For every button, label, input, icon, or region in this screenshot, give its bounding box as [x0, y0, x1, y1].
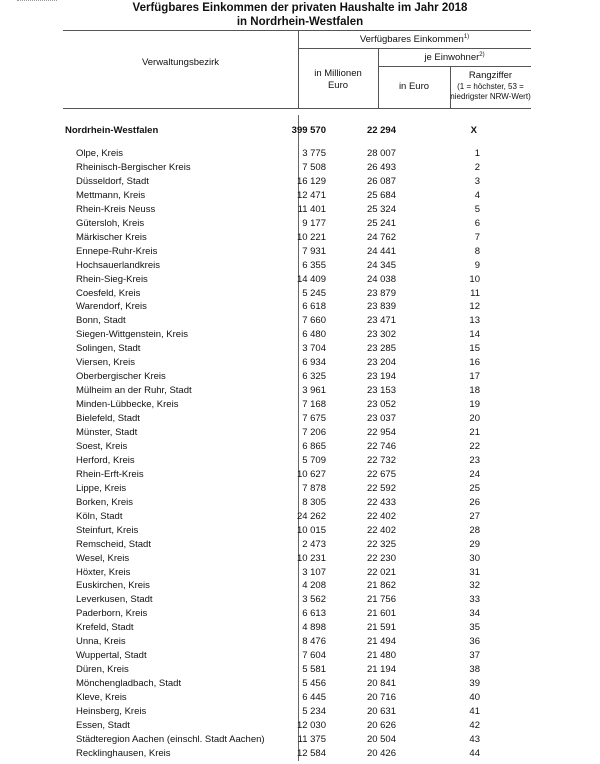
row-rank: 44: [469, 747, 480, 759]
row-euro: 23 839: [366, 301, 396, 313]
table-row: [0, 649, 600, 663]
row-million-euro: 6 355: [302, 259, 326, 271]
row-name: Borken, Kreis: [76, 496, 134, 508]
row-rank: 25: [469, 482, 480, 494]
row-euro: 28 007: [366, 148, 396, 159]
table-row: [0, 384, 600, 398]
table-row: [0, 468, 600, 482]
row-rank: 16: [469, 357, 480, 369]
row-name: Minden-Lübbecke, Kreis: [76, 399, 179, 411]
row-million-euro: 12 471: [296, 189, 326, 201]
table-row: [0, 189, 600, 203]
row-euro: 23 285: [366, 343, 396, 355]
row-euro: 22 402: [366, 524, 396, 536]
row-name: Euskirchen, Kreis: [76, 580, 150, 592]
row-name: Münster, Stadt: [76, 427, 138, 438]
table-row: [0, 607, 600, 621]
row-euro: 22 732: [366, 454, 396, 466]
row-million-euro: 6 445: [302, 692, 326, 704]
row-name: Soest, Kreis: [76, 440, 128, 452]
row-name: Rhein-Kreis Neuss: [76, 203, 156, 215]
row-million-euro: 12 584: [296, 747, 326, 759]
table-row: [0, 245, 600, 259]
row-rank: 2: [474, 161, 480, 173]
row-name: Warendorf, Kreis: [76, 301, 147, 313]
row-million-euro: 14 409: [296, 273, 326, 285]
table-row: [0, 454, 600, 468]
table-row: [0, 677, 600, 691]
row-euro: 24 441: [366, 245, 396, 257]
row-name: Recklinghausen, Kreis: [76, 747, 171, 759]
row-rank: 10: [469, 273, 480, 285]
row-rank: 20: [469, 413, 480, 425]
row-million-euro: 7 604: [302, 650, 326, 662]
row-name: Düsseldorf, Stadt: [76, 175, 149, 187]
row-euro: 25 241: [366, 217, 396, 229]
table-row: [0, 440, 600, 454]
row-million-euro: 11 375: [297, 733, 326, 745]
table-row: [0, 342, 600, 356]
row-name: Mönchengladbach, Stadt: [76, 678, 182, 690]
row-rank: 17: [469, 371, 480, 383]
table-row: [0, 328, 600, 342]
row-million-euro: 3 107: [302, 566, 326, 578]
row-million-euro: 10 627: [296, 468, 326, 480]
row-euro: 21 756: [366, 594, 396, 606]
table-row: [0, 370, 600, 384]
table-row: [0, 217, 600, 231]
row-rank: 35: [469, 622, 480, 634]
table-row: [0, 524, 600, 538]
row-million-euro: 8 305: [302, 496, 326, 508]
row-name: Wuppertal, Stadt: [76, 650, 147, 662]
row-rank: 7: [474, 231, 480, 243]
table-top-border: [63, 30, 531, 31]
row-name: Bonn, Stadt: [76, 315, 126, 327]
row-name: Viersen, Kreis: [76, 357, 135, 369]
row-euro: 21 862: [366, 580, 396, 592]
row-million-euro: 3 562: [302, 594, 326, 606]
row-euro: 20 504: [366, 733, 396, 745]
table-row: [0, 719, 600, 733]
row-euro: 22 746: [366, 440, 396, 452]
row-rank: 31: [469, 566, 480, 578]
row-euro: 23 471: [366, 315, 396, 327]
row-rank: 15: [469, 343, 480, 355]
row-rank: 18: [469, 385, 480, 397]
row-rank: 39: [469, 678, 480, 690]
row-name: Unna, Kreis: [76, 636, 126, 648]
row-euro: 23 194: [366, 371, 396, 383]
table-row: [0, 747, 600, 761]
row-rank: 38: [469, 664, 480, 676]
row-name: Köln, Stadt: [76, 510, 123, 522]
table-row: [0, 203, 600, 217]
row-million-euro: 6 325: [302, 371, 326, 383]
row-euro: 26 087: [366, 175, 396, 187]
row-rank: 4: [474, 189, 480, 201]
row-euro: 22 325: [366, 538, 396, 550]
row-name: Steinfurt, Kreis: [76, 524, 139, 536]
table-row: [0, 175, 600, 189]
row-rank: 9: [474, 259, 480, 271]
row-million-euro: 6 613: [302, 608, 326, 620]
table-row: [0, 300, 600, 314]
row-rank: 36: [469, 636, 480, 648]
row-euro: 21 494: [366, 636, 396, 648]
row-million-euro: 6 934: [302, 357, 326, 369]
row-euro: 21 591: [366, 622, 396, 634]
row-rank: 12: [469, 301, 480, 313]
header-rank-note-line2: niedrigster NRW-Wert): [450, 92, 531, 101]
row-name: Heinsberg, Kreis: [76, 706, 147, 717]
row-euro: 21 480: [366, 650, 396, 662]
row-name: Hochsauerlandkreis: [76, 259, 160, 271]
row-euro: 20 841: [366, 678, 396, 690]
row-euro: 23 879: [366, 287, 396, 299]
table-row: [0, 231, 600, 245]
row-rank: 28: [469, 524, 480, 536]
row-rank: 41: [469, 706, 480, 717]
row-name: Rhein-Erft-Kreis: [76, 468, 144, 480]
row-name: Gütersloh, Kreis: [76, 217, 145, 229]
row-million-euro: 10 015: [296, 524, 326, 536]
header-bottom-border: [63, 108, 531, 109]
row-rank: 27: [469, 510, 480, 522]
row-rank: 26: [469, 496, 480, 508]
row-rank: 32: [469, 580, 480, 592]
row-million-euro: 7 508: [302, 161, 326, 173]
row-name: Siegen-Wittgenstein, Kreis: [76, 329, 188, 341]
row-rank: 13: [469, 315, 480, 327]
row-name: Olpe, Kreis: [76, 148, 123, 159]
row-euro: 22 294: [366, 125, 396, 136]
row-rank: 1: [474, 148, 480, 159]
row-million-euro: 16 129: [296, 175, 326, 187]
row-name: Rheinisch-Bergischer Kreis: [76, 161, 191, 173]
row-euro: 23 153: [366, 385, 396, 397]
row-rank: 23: [469, 454, 480, 466]
row-million-euro: 5 581: [302, 664, 326, 676]
row-million-euro: 399 570: [291, 125, 326, 136]
row-rank: 22: [469, 440, 480, 452]
table-row: [0, 161, 600, 175]
row-million-euro: 2 473: [302, 538, 326, 550]
row-million-euro: 7 660: [302, 315, 326, 327]
row-million-euro: 4 208: [302, 580, 326, 592]
row-million-euro: 7 168: [302, 399, 326, 411]
row-rank: 5: [474, 203, 480, 215]
row-name: Leverkusen, Stadt: [76, 594, 153, 606]
row-million-euro: 10 221: [296, 231, 326, 243]
row-euro: 21 601: [366, 608, 396, 620]
header-income-group-label: Verfügbares Einkommen: [359, 34, 464, 45]
row-euro: 22 433: [366, 496, 396, 508]
row-name: Essen, Stadt: [76, 719, 130, 731]
row-million-euro: 10 231: [296, 552, 326, 564]
footnote-1: 1): [463, 34, 470, 40]
row-million-euro: 11 401: [297, 203, 326, 215]
row-euro: 24 762: [366, 231, 396, 243]
table-row: [0, 663, 600, 677]
row-million-euro: 5 709: [302, 454, 326, 466]
row-rank: 6: [474, 217, 480, 229]
row-euro: 21 194: [366, 664, 396, 676]
header-rank-note-line1: (1 = höchster, 53 =: [457, 82, 524, 91]
row-name: Herford, Kreis: [76, 454, 135, 466]
row-rank: 42: [469, 719, 480, 731]
row-euro: 23 052: [366, 399, 396, 411]
table-row: [0, 412, 600, 426]
header-divider-per-capita: [378, 66, 531, 67]
table-row: [0, 482, 600, 496]
row-name: Nordrhein-Westfalen: [65, 125, 159, 136]
row-euro: 22 402: [366, 510, 396, 522]
row-rank: 24: [469, 468, 480, 480]
row-rank: 19: [469, 399, 480, 411]
row-million-euro: 3 961: [302, 385, 326, 397]
row-rank: 34: [469, 608, 480, 620]
row-name: Lippe, Kreis: [76, 482, 127, 494]
header-euro-label: in Euro: [398, 81, 430, 92]
table-row: [0, 691, 600, 705]
table-row: [0, 273, 600, 287]
row-million-euro: 3 704: [302, 343, 326, 355]
table-row: [0, 496, 600, 510]
row-name: Höxter, Kreis: [76, 566, 131, 578]
table-row: [0, 510, 600, 524]
row-name: Düren, Kreis: [76, 664, 129, 676]
table-row: [0, 398, 600, 412]
row-name: Ennepe-Ruhr-Kreis: [76, 245, 158, 257]
row-name: Kleve, Kreis: [76, 692, 127, 704]
header-district-label: Verwaltungsbezirk: [141, 57, 220, 68]
table-row: [0, 356, 600, 370]
header-euro: [378, 81, 450, 93]
row-euro: 23 204: [366, 357, 396, 369]
table-row: [0, 426, 600, 440]
row-million-euro: 6 618: [302, 301, 326, 313]
row-name: Rhein-Sieg-Kreis: [76, 273, 148, 285]
row-rank: 3: [474, 175, 480, 187]
row-rank: 40: [469, 692, 480, 704]
row-name: Mettmann, Kreis: [76, 189, 146, 201]
row-name: Märkischer Kreis: [76, 231, 147, 243]
header-income-group: [298, 34, 531, 46]
row-rank: 11: [470, 287, 480, 299]
header-million-euro: [298, 68, 378, 92]
header-rank: [450, 70, 531, 102]
row-name: Bielefeld, Stadt: [76, 413, 140, 425]
row-million-euro: 7 206: [302, 427, 326, 438]
table-row: [0, 147, 600, 161]
row-rank: 33: [469, 594, 480, 606]
header-district: [63, 57, 298, 69]
row-million-euro: 24 262: [296, 510, 326, 522]
row-million-euro: 7 931: [302, 245, 326, 257]
row-million-euro: 7 675: [302, 413, 326, 425]
row-euro: 23 037: [366, 413, 396, 425]
row-rank: 30: [469, 552, 480, 564]
table-row: [0, 287, 600, 301]
row-euro: 20 626: [366, 719, 396, 731]
row-million-euro: 9 177: [302, 217, 326, 229]
table-row: [0, 259, 600, 273]
row-euro: 24 345: [366, 259, 396, 271]
row-million-euro: 6 480: [302, 329, 326, 341]
row-euro: 22 675: [366, 468, 396, 480]
row-name: Mülheim an der Ruhr, Stadt: [76, 385, 192, 397]
table-row-total: [0, 124, 600, 138]
row-name: Wesel, Kreis: [76, 552, 130, 564]
row-name: Städteregion Aachen (einschl. Stadt Aachen): [76, 733, 265, 745]
row-euro: 20 426: [366, 747, 396, 759]
row-euro: 25 684: [366, 189, 396, 201]
header-million-euro-line1: in Millionen: [314, 68, 362, 79]
row-million-euro: 12 030: [296, 719, 326, 731]
table-row: [0, 621, 600, 635]
row-name: Solingen, Stadt: [76, 343, 141, 355]
row-euro: 22 954: [366, 427, 396, 438]
row-euro: 22 592: [366, 482, 396, 494]
row-euro: 24 038: [366, 273, 396, 285]
header-divider-income: [298, 48, 531, 49]
row-euro: 23 302: [366, 329, 396, 341]
row-rank: X: [470, 125, 477, 136]
row-million-euro: 5 456: [302, 678, 326, 690]
table-row: [0, 538, 600, 552]
row-million-euro: 5 234: [302, 706, 326, 717]
row-rank: 8: [474, 245, 480, 257]
row-million-euro: 5 245: [302, 287, 326, 299]
header-per-capita-label: je Einwohner: [424, 52, 480, 63]
header-rank-label: Rangziffer: [468, 70, 513, 81]
document-title: Verfügbares Einkommen der privaten Haushalte im Jahr 2018: [132, 2, 468, 14]
header-million-euro-line2: Euro: [327, 80, 349, 91]
row-rank: 29: [469, 538, 480, 550]
row-euro: 25 324: [366, 203, 396, 215]
row-million-euro: 4 898: [302, 622, 326, 634]
table-row: [0, 314, 600, 328]
table-row: [0, 593, 600, 607]
row-rank: 21: [469, 427, 480, 438]
row-million-euro: 8 476: [302, 636, 326, 648]
row-million-euro: 3 775: [302, 148, 326, 159]
row-rank: 37: [469, 650, 480, 662]
footnote-2: 2): [479, 52, 485, 58]
row-euro: 22 230: [366, 552, 396, 564]
table-row: [0, 635, 600, 649]
table-row: [0, 579, 600, 593]
row-million-euro: 6 865: [302, 440, 326, 452]
row-rank: 43: [469, 733, 480, 745]
table-row: [0, 733, 600, 747]
table-row: [0, 552, 600, 566]
header-per-capita-group: [378, 52, 531, 64]
row-name: Coesfeld, Kreis: [76, 287, 141, 299]
row-euro: 26 493: [366, 161, 396, 173]
table-row: [0, 705, 600, 719]
row-euro: 22 021: [366, 566, 396, 578]
row-million-euro: 7 878: [302, 482, 326, 494]
row-euro: 20 631: [366, 706, 396, 717]
row-name: Krefeld, Stadt: [76, 622, 134, 634]
table-row: [0, 566, 600, 580]
row-name: Paderborn, Kreis: [76, 608, 148, 620]
row-name: Remscheid, Stadt: [76, 538, 151, 550]
row-name: Oberbergischer Kreis: [76, 371, 166, 383]
row-euro: 20 716: [366, 692, 396, 704]
document-subtitle: in Nordrhein-Westfalen: [236, 16, 364, 28]
row-rank: 14: [469, 329, 480, 341]
